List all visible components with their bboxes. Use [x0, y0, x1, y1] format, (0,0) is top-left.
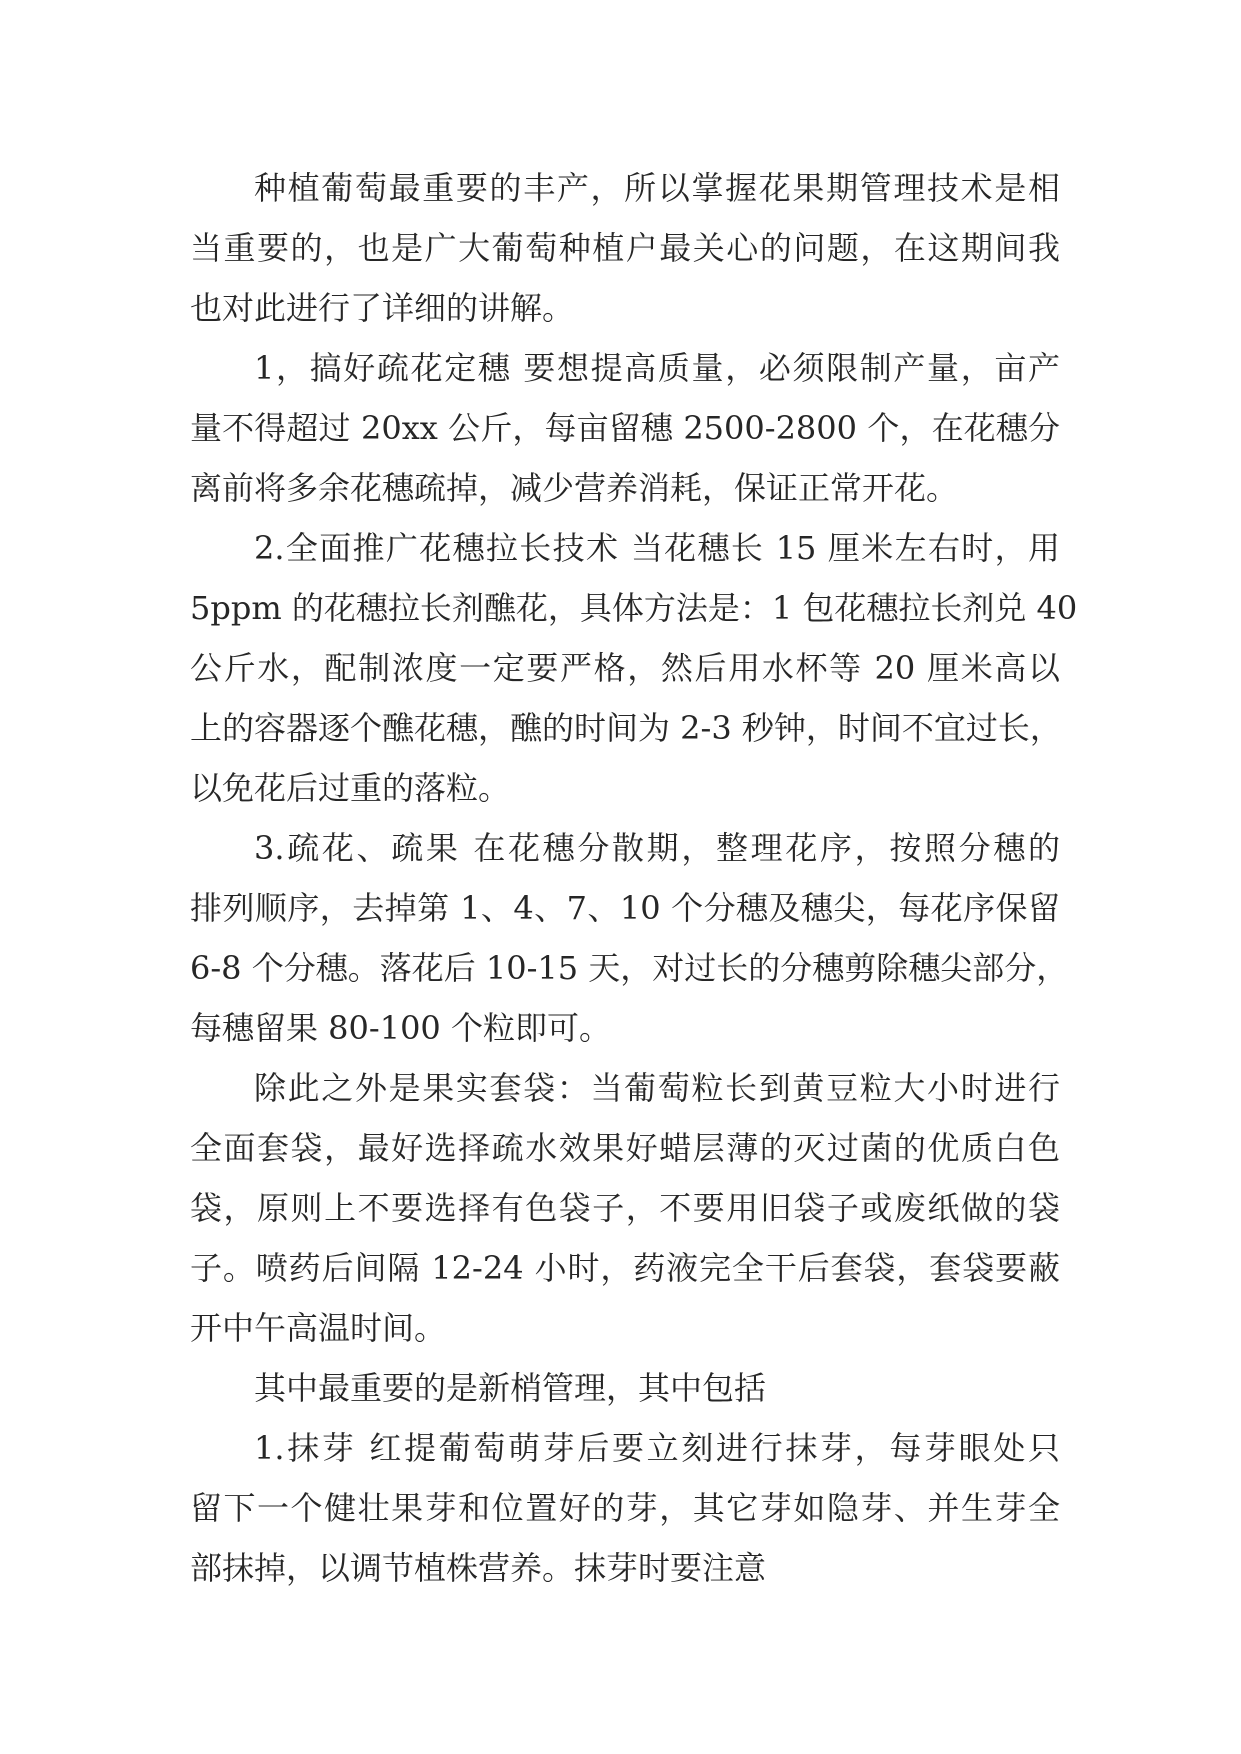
text-line: 上的容器逐个醮花穗，醮的时间为 2-3 秒钟，时间不宜过长， [190, 709, 1062, 747]
text-line: 也对此进行了详细的讲解。 [190, 289, 575, 327]
text-line: 其中最重要的是新梢管理，其中包括 [254, 1369, 767, 1407]
text-line: 开中午高温时间。 [190, 1309, 447, 1347]
text-line: 量不得超过 20xx 公斤，每亩留穗 2500-2800 个，在花穗分 [190, 409, 1060, 447]
paragraph-6 [190, 1358, 1060, 1418]
paragraph-5 [190, 1058, 1060, 1358]
text-line: 5ppm 的花穗拉长剂醮花，具体方法是：1 包花穗拉长剂兑 40 [190, 589, 1078, 627]
text-line: 子。喷药后间隔 12-24 小时，药液完全干后套袋，套袋要蔽 [190, 1249, 1060, 1287]
text-line: 种植葡萄最重要的丰产，所以掌握花果期管理技术是相 [254, 169, 1060, 207]
text-line: 除此之外是果实套袋：当葡萄粒长到黄豆粒大小时进行 [254, 1069, 1060, 1107]
text-line: 袋，原则上不要选择有色袋子，不要用旧袋子或废纸做的袋 [190, 1189, 1060, 1227]
text-line: 留下一个健壮果芽和位置好的芽，其它芽如隐芽、并生芽全 [190, 1489, 1060, 1527]
text-line: 每穗留果 80-100 个粒即可。 [190, 1009, 611, 1047]
paragraph-3 [190, 518, 1078, 818]
document-body [190, 158, 1078, 1598]
paragraph-2 [190, 338, 1060, 518]
text-line: 6-8 个分穗。落花后 10-15 天，对过长的分穗剪除穗尖部分， [190, 949, 1069, 987]
text-line: 部抹掉，以调节植株营养。抹芽时要注意 [190, 1549, 767, 1587]
paragraph-1 [190, 158, 1060, 338]
paragraph-4 [190, 818, 1069, 1058]
text-line: 以免花后过重的落粒。 [190, 769, 511, 807]
text-line: 排列顺序，去掉第 1、4、7、10 个分穗及穗尖，每花序保留 [190, 889, 1060, 927]
text-line: 1，搞好疏花定穗 要想提高质量，必须限制产量，亩产 [254, 349, 1060, 387]
text-line: 3.疏花、疏果 在花穗分散期，整理花序，按照分穗的 [254, 829, 1060, 867]
text-line: 1.抹芽 红提葡萄萌芽后要立刻进行抹芽，每芽眼处只 [254, 1429, 1060, 1467]
text-line: 当重要的，也是广大葡萄种植户最关心的问题，在这期间我 [190, 229, 1060, 267]
text-line: 离前将多余花穗疏掉，减少营养消耗，保证正常开花。 [190, 469, 959, 507]
text-line: 全面套袋，最好选择疏水效果好蜡层薄的灭过菌的优质白色 [190, 1129, 1060, 1167]
text-line: 公斤水，配制浓度一定要严格，然后用水杯等 20 厘米高以 [190, 649, 1060, 687]
paragraph-7 [190, 1418, 1060, 1598]
text-line: 2.全面推广花穗拉长技术 当花穗长 15 厘米左右时，用 [254, 529, 1060, 567]
